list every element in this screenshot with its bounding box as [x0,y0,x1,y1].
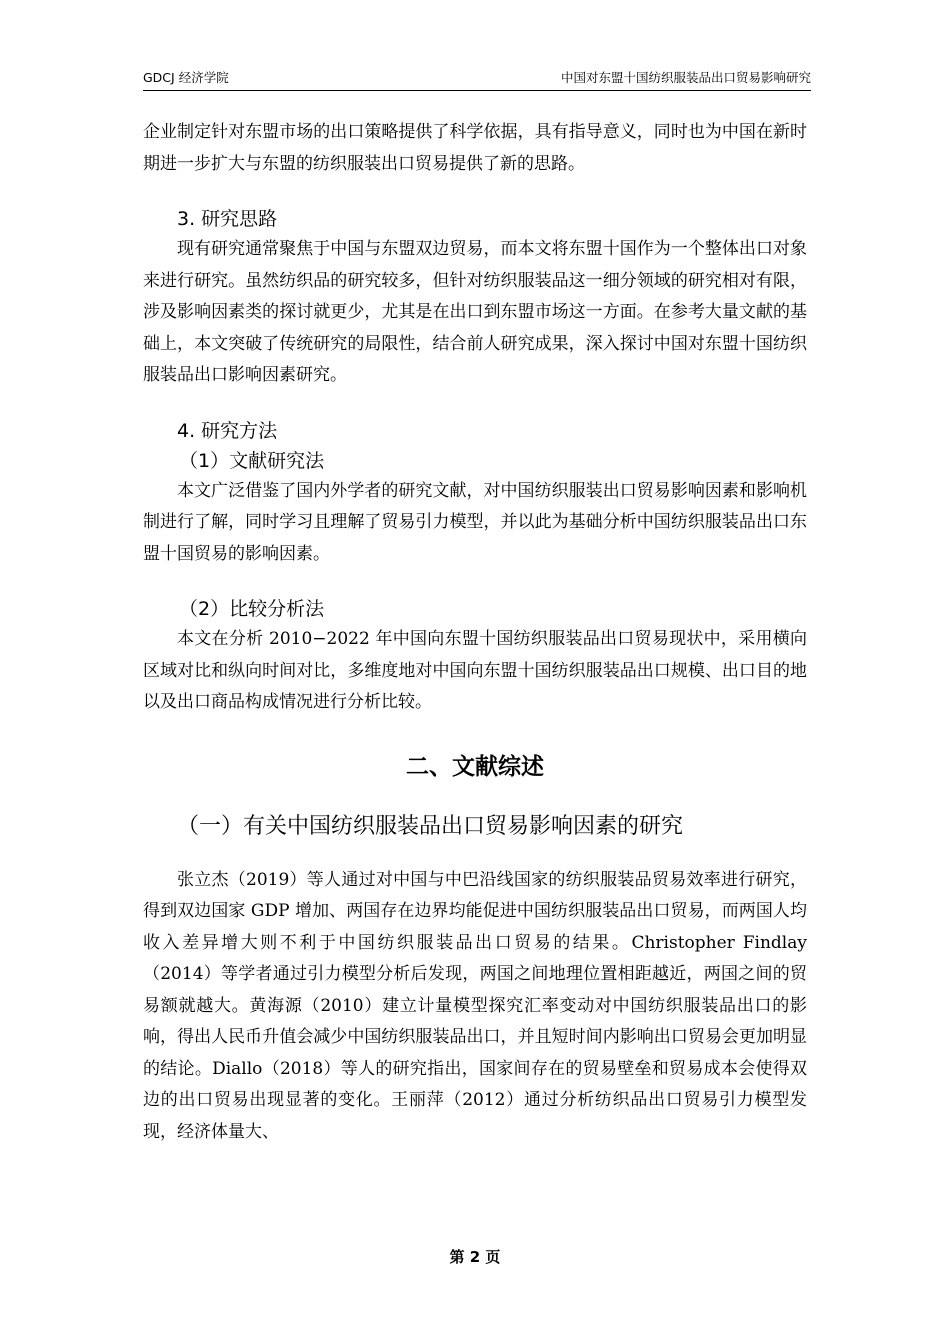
page-number: 第 2 页 [449,1248,501,1266]
section-title: （一）有关中国纺织服装品出口贸易影响因素的研究 [177,813,684,839]
paragraph-intro-continuation: 企业制定针对东盟市场的出口策略提供了科学依据，具有指导意义，同时也为中国在新时期进一步扩大与东盟的纺织服装出口贸易提供了新的思路。 [143,122,807,174]
heading-literature-method: （1）文献研究法 [179,449,325,472]
paragraph-literature-method: 本文广泛借鉴了国内外学者的研究文献，对中国纺织服装出口贸易影响因素和影响机制进行了解，同时学习且理解了贸易引力模型，并以此为基础分析中国纺织服装品出口东盟十国贸易的影响因素。 [143,480,807,564]
running-header [143,68,811,91]
paragraph-literature-review: 张立杰（2019）等人通过对中国与中巴沿线国家的纺织服装品贸易效率进行研究，得到双边国家 GDP 增加、两国存在边界均能促进中国纺织服装品出口贸易，而两国人均收入差异增大则不利于中国纺织服装品出口贸易的结果。Christopher Findlay（2014）等学者通过引力模型分析后发现，两国之间地理位置相距越近，两国之间的贸易额就越大。黄海源（2010）建立计量模型探究汇率变动对中国纺织服装品出口的影响，得出人民币升值会减少中国纺织服装品出口，并且短时间内影响出口贸易会更加明显的结论。Diallo（2018）等人的研究指出，国家间存在的贸易壁垒和贸易成本会使得双边的出口贸易出现显著的变化。王丽萍（2012）通过分析纺织品出口贸易引力模型发现，经济体量大、 [143,869,807,1142]
heading-research-thinking: 3. 研究思路 [177,208,278,230]
header-paper-title: 中国对东盟十国纺织服装品出口贸易影响研究 [560,70,811,85]
heading-research-methods: 4. 研究方法 [177,419,278,442]
chapter-title: 二、文献综述 [406,753,544,780]
paragraph-research-thinking: 现有研究通常聚焦于中国与东盟双边贸易，而本文将东盟十国作为一个整体出口对象来进行研究。虽然纺织品的研究较多，但针对纺织服装品这一细分领域的研究相对有限，涉及影响因素类的探讨就更少，尤其是在出口到东盟市场这一方面。在参考大量文献的基础上，本文突破了传统研究的局限性，结合前人研究成果，深入探讨中国对东盟十国纺织服装品出口影响因素研究。 [143,239,807,385]
heading-comparative-method: （2）比较分析法 [179,598,325,620]
page-body [143,117,807,1148]
header-institution: GDCJ 经济学院 [143,70,229,85]
paragraph-comparative-method: 本文在分析 2010−2022 年中国向东盟十国纺织服装品出口贸易现状中，采用横向区域对比和纵向时间对比，多维度地对中国向东盟十国纺织服装品出口规模、出口目的地以及出口商品构成情况进行分析比较。 [143,629,807,712]
